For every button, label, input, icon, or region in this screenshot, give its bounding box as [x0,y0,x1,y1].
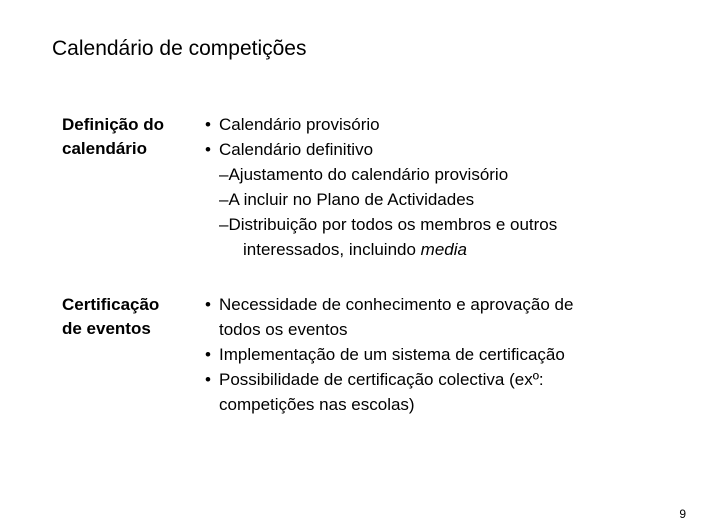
section-label-definicao [62,113,197,161]
section-label-line: Certificação [62,295,160,314]
section-label-line: calendário [62,139,148,158]
slide-title: Calendário de competições [52,37,307,60]
sub-item-text: interessados, incluindo [243,240,421,259]
bullet-icon: • [205,345,211,364]
bullet-text: Calendário definitivo [219,140,374,159]
bullet-icon: • [205,140,211,159]
section-label-line: Definição do [62,115,165,134]
sub-item-text: –Distribuição por todos os membros e outros [219,215,558,234]
section-content-certificacao [205,292,675,417]
bullet-item [205,292,675,342]
sub-item: –Ajustamento do calendário provisório [219,165,509,184]
bullet-text: Implementação de um sistema de certificação [219,345,565,364]
section-label-certificacao [62,293,197,341]
bullet-text: Possibilidade de certificação colectiva (exº: [219,370,544,389]
sub-item-continuation [231,237,675,262]
bullet-icon: • [205,115,211,134]
bullet-icon: • [205,295,211,314]
section-content-definicao [205,112,675,262]
bullet-icon: • [205,370,211,389]
sub-item: –A incluir no Plano de Actividades [219,190,475,209]
section-label-line: de eventos [62,319,151,338]
bullet-item [205,137,675,162]
bullet-text: Calendário provisório [219,115,380,134]
bullet-text-continuation: competições nas escolas) [219,395,415,414]
sub-item [205,212,675,262]
page-number: 9 [679,507,686,521]
sub-item-italic-text: media [420,240,467,259]
bullet-item [205,342,675,367]
bullet-item [205,112,675,137]
bullet-text: Necessidade de conhecimento e aprovação de [219,295,574,314]
bullet-item [205,367,675,417]
bullet-text-continuation: todos os eventos [219,320,348,339]
